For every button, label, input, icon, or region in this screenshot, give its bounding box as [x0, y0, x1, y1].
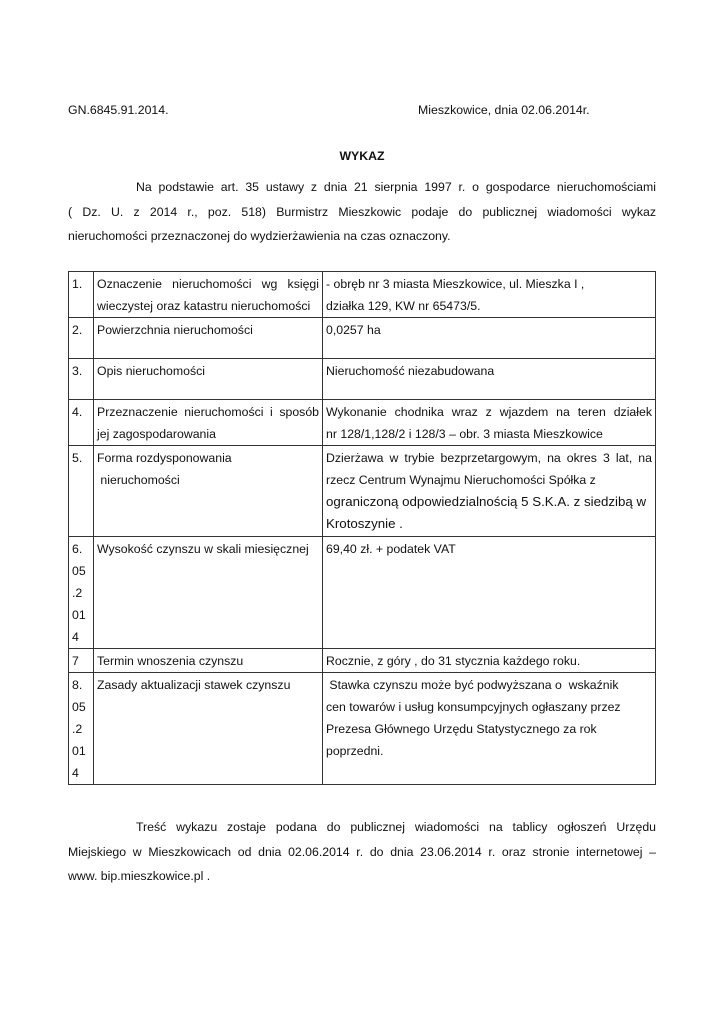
row-label: Przeznaczenie nieruchomości i sposób jej zagospodarowania: [94, 400, 323, 446]
row-label: Oznaczenie nieruchomości wg księgi wieczystej oraz katastru nieruchomości: [94, 272, 323, 318]
intro-line-1: Na podstawie art. 35 ustawy z dnia 21 sierpnia 1997 r. o gospodarce nieruchomościami: [136, 180, 656, 194]
row-value: Nieruchomość niezabudowana: [323, 359, 656, 400]
intro-line-3: nieruchomości przeznaczonej do wydzierżawienia na czas oznaczony.: [68, 229, 451, 243]
table-row: [69, 537, 656, 649]
wykaz-table: [68, 271, 656, 785]
row-number: 4.: [69, 400, 94, 446]
row-value: - obręb nr 3 miasta Mieszkowice, ul. Mieszka I , działka 129, KW nr 65473/5.: [323, 272, 656, 318]
row-number: 8. 05 .2 01 4: [69, 673, 94, 785]
row-value: Rocznie, z góry , do 31 stycznia każdego roku.: [323, 649, 656, 673]
intro-paragraph: [68, 175, 656, 249]
outro-paragraph: [68, 815, 656, 889]
table-row: [69, 649, 656, 673]
document-reference: GN.6845.91.2014.: [68, 103, 169, 117]
outro-line-1: Treść wykazu zostaje podana do publicznej wiadomości na tablicy ogłoszeń Urzędu: [136, 820, 656, 834]
place-and-date: Mieszkowice, dnia 02.06.2014r.: [418, 103, 590, 117]
row-number: 3.: [69, 359, 94, 400]
row-value: Stawka czynszu może być podwyższana o wskaźnik cen towarów i usług konsumpcyjnych ogłaszany przez Prezesa Głównego Urzędu Statystycznego za rok poprzedni.: [323, 673, 656, 785]
row-value: Wykonanie chodnika wraz z wjazdem na teren działek nr 128/1,128/2 i 128/3 – obr. 3 miasta Mieszkowice: [323, 400, 656, 446]
row-value: 0,0257 ha: [323, 318, 656, 359]
outro-line-3: www. bip.mieszkowice.pl .: [68, 869, 211, 883]
table-row: [69, 400, 656, 446]
document-title: WYKAZ: [339, 149, 385, 163]
row-value: 69,40 zł. + podatek VAT: [323, 537, 656, 649]
row-number: 1.: [69, 272, 94, 318]
row-value: Dzierżawa w trybie bezprzetargowym, na okres 3 lat, na rzecz Centrum Wynajmu Nieruchomości Spółka z ograniczoną odpowiedzialnością 5 S.K.A. z siedzibą w Krotoszynie .: [323, 446, 656, 537]
row-number: 7: [69, 649, 94, 673]
table-row: [69, 446, 656, 537]
row-number: 5.: [69, 446, 94, 537]
row-label: Forma rozdysponowania nieruchomości: [94, 446, 323, 537]
row-label: Powierzchnia nieruchomości: [94, 318, 323, 359]
row-label: Wysokość czynszu w skali miesięcznej: [94, 537, 323, 649]
table-row: [69, 272, 656, 318]
row-label: Opis nieruchomości: [94, 359, 323, 400]
table-row: [69, 359, 656, 400]
intro-line-2: ( Dz. U. z 2014 r., poz. 518) Burmistrz Mieszkowic podaje do publicznej wiadomości wykaz: [68, 204, 656, 219]
row-number: 2.: [69, 318, 94, 359]
row-label: Termin wnoszenia czynszu: [94, 649, 323, 673]
table-row: [69, 318, 656, 359]
row-number: 6. 05 .2 01 4: [69, 537, 94, 649]
row-label: Zasady aktualizacji stawek czynszu: [94, 673, 323, 785]
outro-line-2: Miejskiego w Mieszkowicach od dnia 02.06.2014 r. do dnia 23.06.2014 r. oraz stronie internetowej –: [68, 844, 656, 859]
table-row: [69, 673, 656, 785]
